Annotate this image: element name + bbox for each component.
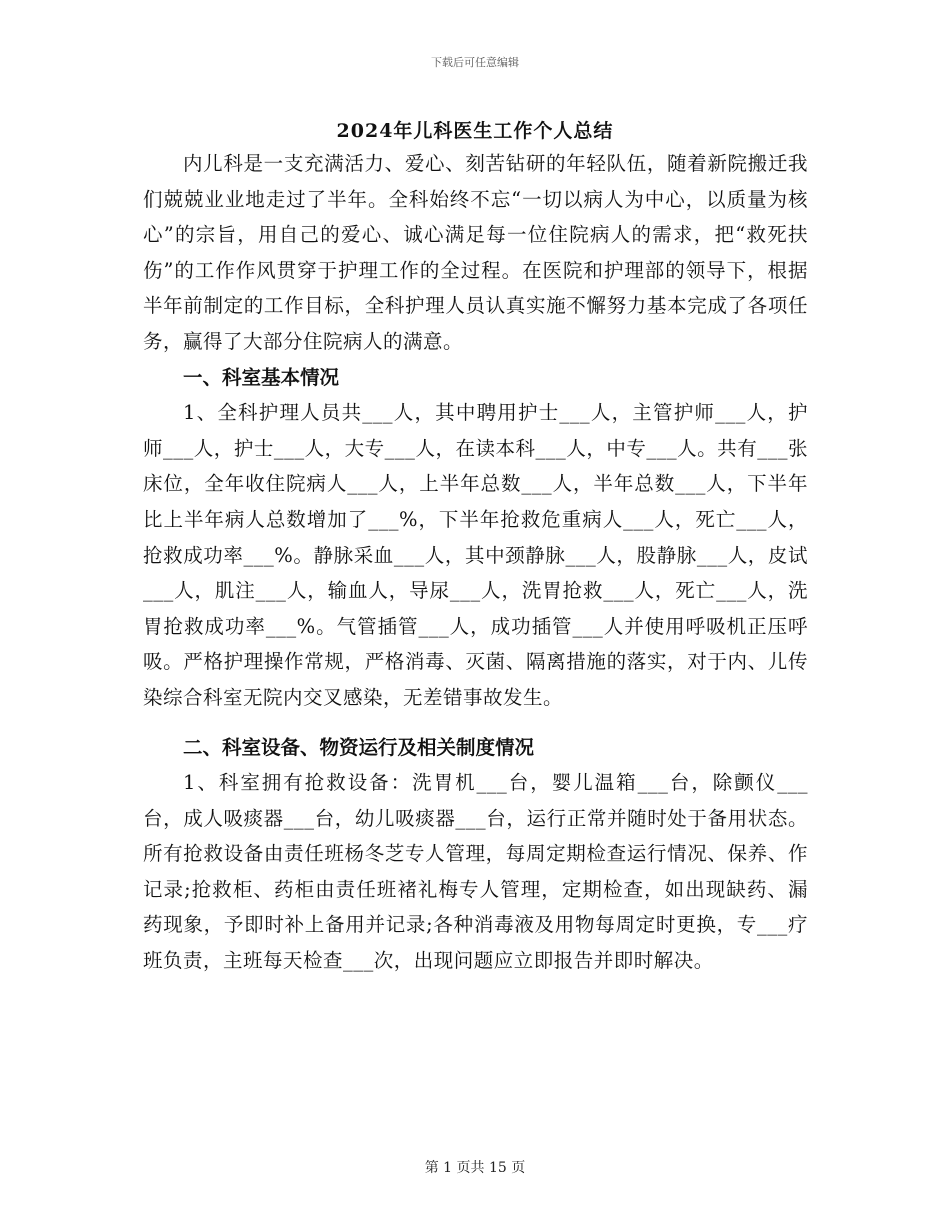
header-note: 下载后可任意编辑	[431, 56, 519, 69]
document-body	[143, 146, 808, 979]
section-heading-equipment: 二、科室设备、物资运行及相关制度情况	[183, 735, 535, 759]
section-heading-basic-info: 一、科室基本情况	[183, 365, 340, 389]
section-paragraph-basic-info: 1、全科护理人员共___人，其中聘用护士___人，主管护师___人，护师___人，护士___人，大专___人，在读本科___人，中专___人。共有___张床位，全年收住院病人___人，上半年总数___人，半年总数___人，下半年比上半年病人总数增加了___%，下半年抢救危重病人___人，死亡___人，抢救成功率___%。静脉采血___人，其中颈静脉___人，股静脉___人，皮试___人，肌注___人，输血人，导尿___人，洗胃抢救___人，死亡___人，洗胃抢救成功率___%。气管插管___人，成功插管___人并使用呼吸机正压呼吸。严格护理操作常规，严格消毒、灭菌、隔离措施的落实，对于内、儿传染综合科室无院内交叉感染，无差错事故发生。	[143, 401, 808, 709]
intro-paragraph: 内儿科是一支充满活力、爱心、刻苦钻研的年轻队伍，随着新院搬迁我们兢兢业业地走过了半年。全科始终不忘“一切以病人为中心，以质量为核心”的宗旨，用自己的爱心、诚心满足每一位住院病人的需求，把“救死扶伤”的工作作风贯穿于护理工作的全过程。在医院和护理部的领导下，根据半年前制定的工作目标，全科护理人员认真实施不懈努力基本完成了各项任务，赢得了大部分住院病人的满意。	[143, 152, 808, 353]
document-title: 2024年儿科医生工作个人总结	[336, 120, 614, 142]
page-number-footer: 第 1 页共 15 页	[424, 1160, 526, 1176]
section-paragraph-equipment: 1、科室拥有抢救设备：洗胃机___台，婴儿温箱___台，除颤仪___台，成人吸痰器___台，幼儿吸痰器___台，运行正常并随时处于备用状态。所有抢救设备由责任班杨冬芝专人管理，每周定期检查运行情况、保养、作记录;抢救柜、药柜由责任班褚礼梅专人管理，定期检查，如出现缺药、漏药现象，予即时补上备用并记录;各种消毒液及用物每周定时更换，专___疗班负责，主班每天检查___次，出现问题应立即报告并即时解决。	[143, 771, 808, 973]
